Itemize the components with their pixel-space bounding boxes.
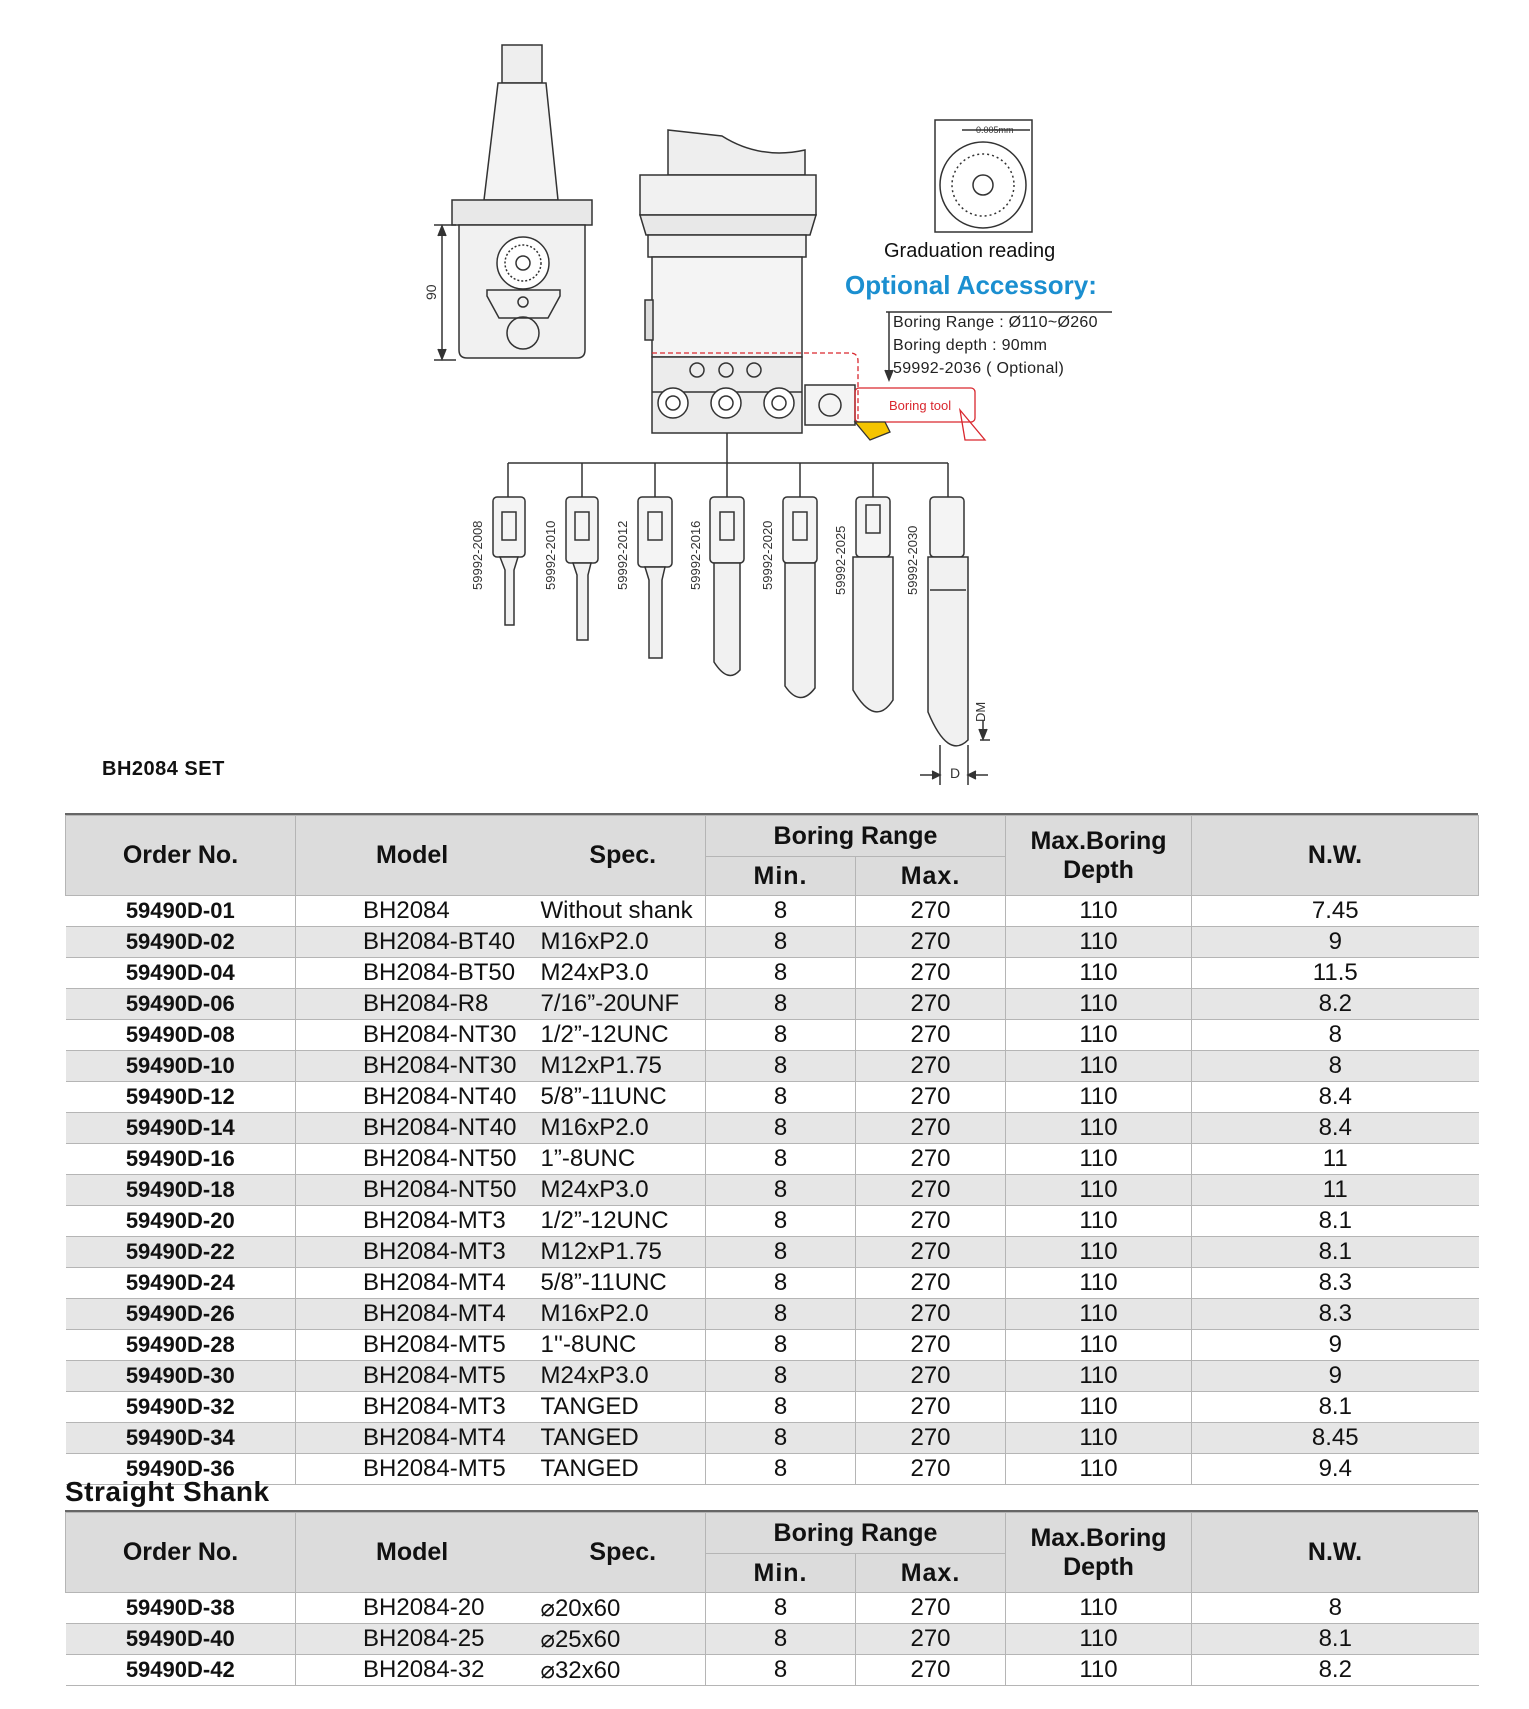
optional-accessory-label: Optional Accessory: xyxy=(845,270,1097,300)
max-cell: 270 xyxy=(856,1423,1006,1454)
header-max-boring-depth: Max.Boring Depth xyxy=(1006,816,1192,896)
spec-cell: 1”-8UNC xyxy=(541,1144,706,1175)
spec-cell: TANGED xyxy=(541,1392,706,1423)
nw-cell: 11 xyxy=(1192,1175,1479,1206)
order-no-cell: 59490D-10 xyxy=(66,1051,296,1082)
bar-label-2030: 59992-2030 xyxy=(905,525,920,595)
min-cell: 8 xyxy=(706,1454,856,1485)
bar-label-2010: 59992-2010 xyxy=(543,520,558,590)
spec-table-main xyxy=(65,815,1479,1485)
side-view-shank xyxy=(452,45,592,358)
model-cell: BH2084-NT30 xyxy=(296,1051,541,1082)
model-cell: BH2084-MT4 xyxy=(296,1268,541,1299)
depth-cell: 110 xyxy=(1006,1144,1192,1175)
model-cell: BH2084-BT50 xyxy=(296,958,541,989)
nw-cell: 8 xyxy=(1192,1593,1479,1624)
header-model: Model xyxy=(296,1513,541,1593)
model-cell: BH2084-MT4 xyxy=(296,1299,541,1330)
bar-connector-lines xyxy=(508,433,948,497)
table-row xyxy=(66,1392,1479,1423)
spec-cell: M16xP2.0 xyxy=(541,1299,706,1330)
table-row xyxy=(66,1268,1479,1299)
max-cell: 270 xyxy=(856,896,1006,927)
min-cell: 8 xyxy=(706,958,856,989)
spec-cell: M12xP1.75 xyxy=(541,1051,706,1082)
depth-cell: 110 xyxy=(1006,1361,1192,1392)
d-label: D xyxy=(950,765,961,781)
header-boring-range: Boring Range xyxy=(706,816,1006,857)
min-cell: 8 xyxy=(706,989,856,1020)
min-cell: 8 xyxy=(706,1237,856,1268)
boring-bar-2030 xyxy=(928,497,968,746)
order-no-cell: 59490D-36 xyxy=(66,1454,296,1485)
min-cell: 8 xyxy=(706,1144,856,1175)
min-cell: 8 xyxy=(706,896,856,927)
table-row xyxy=(66,1330,1479,1361)
max-cell: 270 xyxy=(856,1454,1006,1485)
depth-cell: 110 xyxy=(1006,1082,1192,1113)
header-boring-range: Boring Range xyxy=(706,1513,1006,1554)
max-cell: 270 xyxy=(856,989,1006,1020)
nw-cell: 11 xyxy=(1192,1144,1479,1175)
depth-cell: 110 xyxy=(1006,1268,1192,1299)
model-cell: BH2084-MT3 xyxy=(296,1237,541,1268)
model-cell: BH2084-NT50 xyxy=(296,1175,541,1206)
nw-cell: 8.3 xyxy=(1192,1268,1479,1299)
min-cell: 8 xyxy=(706,1020,856,1051)
min-cell: 8 xyxy=(706,1299,856,1330)
dial-scale-label: 0.005mm xyxy=(976,125,1014,135)
nw-cell: 9.4 xyxy=(1192,1454,1479,1485)
max-cell: 270 xyxy=(856,1051,1006,1082)
bar-label-2025: 59992-2025 xyxy=(833,525,848,595)
spec-cell: 1/2”-12UNC xyxy=(541,1206,706,1237)
nw-cell: 9 xyxy=(1192,1330,1479,1361)
model-cell: BH2084-NT50 xyxy=(296,1144,541,1175)
header-spec: Spec. xyxy=(541,816,706,896)
order-no-cell: 59490D-28 xyxy=(66,1330,296,1361)
table-row xyxy=(66,1655,1479,1686)
boring-bar-2010 xyxy=(566,497,598,640)
boring-bar-2020 xyxy=(783,497,817,698)
max-cell: 270 xyxy=(856,1361,1006,1392)
order-no-cell: 59490D-24 xyxy=(66,1268,296,1299)
boring-bar-2008 xyxy=(493,497,525,625)
set-title: BH2084 SET xyxy=(102,758,225,780)
graduation-reading-label: Graduation reading xyxy=(884,240,1056,262)
min-cell: 8 xyxy=(706,1268,856,1299)
table-row xyxy=(66,1423,1479,1454)
min-cell: 8 xyxy=(706,1624,856,1655)
table-row xyxy=(66,896,1479,927)
spec-cell: TANGED xyxy=(541,1423,706,1454)
model-cell: BH2084-MT3 xyxy=(296,1392,541,1423)
model-cell: BH2084-R8 xyxy=(296,989,541,1020)
order-no-cell: 59490D-16 xyxy=(66,1144,296,1175)
min-cell: 8 xyxy=(706,1593,856,1624)
spec-cell: ⌀20x60 xyxy=(541,1593,706,1624)
order-no-cell: 59490D-26 xyxy=(66,1299,296,1330)
model-cell: BH2084-MT5 xyxy=(296,1454,541,1485)
table-row xyxy=(66,1237,1479,1268)
table-row xyxy=(66,1361,1479,1392)
max-cell: 270 xyxy=(856,958,1006,989)
nw-cell: 8.4 xyxy=(1192,1082,1479,1113)
table-row xyxy=(66,1624,1479,1655)
table-row xyxy=(66,1593,1479,1624)
nw-cell: 9 xyxy=(1192,1361,1479,1392)
spec-cell: ⌀25x60 xyxy=(541,1624,706,1655)
nw-cell: 8.1 xyxy=(1192,1624,1479,1655)
max-cell: 270 xyxy=(856,1237,1006,1268)
depth-cell: 110 xyxy=(1006,1624,1192,1655)
depth-cell: 110 xyxy=(1006,1423,1192,1454)
technical-drawing xyxy=(0,0,1529,800)
header-max: Max. xyxy=(856,857,1006,896)
order-no-cell: 59490D-20 xyxy=(66,1206,296,1237)
model-cell: BH2084-25 xyxy=(296,1624,541,1655)
max-cell: 270 xyxy=(856,1655,1006,1686)
depth-cell: 110 xyxy=(1006,1206,1192,1237)
max-cell: 270 xyxy=(856,1392,1006,1423)
table-row xyxy=(66,989,1479,1020)
spec-cell: M24xP3.0 xyxy=(541,1175,706,1206)
nw-cell: 8 xyxy=(1192,1051,1479,1082)
min-cell: 8 xyxy=(706,1113,856,1144)
header-nw: N.W. xyxy=(1192,1513,1479,1593)
table-row xyxy=(66,1020,1479,1051)
min-cell: 8 xyxy=(706,1175,856,1206)
accessory-boring-depth: Boring depth : 90mm xyxy=(893,337,1048,354)
nw-cell: 8.1 xyxy=(1192,1237,1479,1268)
order-no-cell: 59490D-32 xyxy=(66,1392,296,1423)
accessory-order-no: 59992-2036 ( Optional) xyxy=(893,360,1065,377)
model-cell: BH2084-NT30 xyxy=(296,1020,541,1051)
depth-cell: 110 xyxy=(1006,1299,1192,1330)
order-no-cell: 59490D-18 xyxy=(66,1175,296,1206)
order-no-cell: 59490D-02 xyxy=(66,927,296,958)
spec-cell: 7/16”-20UNF xyxy=(541,989,706,1020)
spec-cell: M12xP1.75 xyxy=(541,1237,706,1268)
table-row xyxy=(66,1175,1479,1206)
max-cell: 270 xyxy=(856,1144,1006,1175)
table-row xyxy=(66,958,1479,989)
table-row xyxy=(66,1113,1479,1144)
max-cell: 270 xyxy=(856,1268,1006,1299)
nw-cell: 11.5 xyxy=(1192,958,1479,989)
nw-cell: 8.1 xyxy=(1192,1206,1479,1237)
nw-cell: 8.1 xyxy=(1192,1392,1479,1423)
dm-label: DM xyxy=(973,701,988,722)
nw-cell: 8.4 xyxy=(1192,1113,1479,1144)
spec-cell: M16xP2.0 xyxy=(541,1113,706,1144)
header-nw: N.W. xyxy=(1192,816,1479,896)
order-no-cell: 59490D-30 xyxy=(66,1361,296,1392)
depth-cell: 110 xyxy=(1006,1051,1192,1082)
depth-cell: 110 xyxy=(1006,927,1192,958)
nw-cell: 9 xyxy=(1192,927,1479,958)
min-cell: 8 xyxy=(706,1361,856,1392)
nw-cell: 7.45 xyxy=(1192,896,1479,927)
bar-label-2016: 59992-2016 xyxy=(688,520,703,590)
order-no-cell: 59490D-04 xyxy=(66,958,296,989)
spec-cell: M24xP3.0 xyxy=(541,1361,706,1392)
table-row xyxy=(66,927,1479,958)
boring-head-diagram xyxy=(0,0,1529,800)
spec-table-straight-shank-body xyxy=(66,1593,1479,1686)
table-row xyxy=(66,1051,1479,1082)
accessory-boring-range: Boring Range : Ø110~Ø260 xyxy=(893,314,1098,331)
nw-cell: 8.3 xyxy=(1192,1299,1479,1330)
straight-shank-title: Straight Shank xyxy=(65,1476,270,1507)
order-no-cell: 59490D-22 xyxy=(66,1237,296,1268)
max-cell: 270 xyxy=(856,1113,1006,1144)
nw-cell: 8.2 xyxy=(1192,1655,1479,1686)
dimension-90-label: 90 xyxy=(423,284,439,300)
min-cell: 8 xyxy=(706,1206,856,1237)
depth-cell: 110 xyxy=(1006,1237,1192,1268)
min-cell: 8 xyxy=(706,1082,856,1113)
order-no-cell: 59490D-12 xyxy=(66,1082,296,1113)
spec-cell: M24xP3.0 xyxy=(541,958,706,989)
header-order-no: Order No. xyxy=(66,816,296,896)
spec-cell: TANGED xyxy=(541,1454,706,1485)
table-row xyxy=(66,1144,1479,1175)
bar-label-2008: 59992-2008 xyxy=(470,520,485,590)
depth-cell: 110 xyxy=(1006,1593,1192,1624)
model-cell: BH2084-NT40 xyxy=(296,1082,541,1113)
depth-cell: 110 xyxy=(1006,1020,1192,1051)
min-cell: 8 xyxy=(706,1051,856,1082)
front-view-head xyxy=(640,130,855,433)
depth-cell: 110 xyxy=(1006,896,1192,927)
max-cell: 270 xyxy=(856,1624,1006,1655)
nw-cell: 8 xyxy=(1192,1020,1479,1051)
order-no-cell: 59490D-14 xyxy=(66,1113,296,1144)
max-cell: 270 xyxy=(856,1175,1006,1206)
order-no-cell: 59490D-08 xyxy=(66,1020,296,1051)
depth-cell: 110 xyxy=(1006,1392,1192,1423)
nw-cell: 8.2 xyxy=(1192,989,1479,1020)
header-spec: Spec. xyxy=(541,1513,706,1593)
min-cell: 8 xyxy=(706,1655,856,1686)
depth-cell: 110 xyxy=(1006,1175,1192,1206)
boring-bars xyxy=(493,497,968,746)
max-cell: 270 xyxy=(856,1330,1006,1361)
boring-tool-label: Boring tool xyxy=(889,398,952,413)
spec-cell: M16xP2.0 xyxy=(541,927,706,958)
max-cell: 270 xyxy=(856,927,1006,958)
table-row xyxy=(66,1299,1479,1330)
min-cell: 8 xyxy=(706,1330,856,1361)
model-cell: BH2084-BT40 xyxy=(296,927,541,958)
order-no-cell: 59490D-40 xyxy=(66,1624,296,1655)
header-model: Model xyxy=(296,816,541,896)
order-no-cell: 59490D-34 xyxy=(66,1423,296,1454)
max-cell: 270 xyxy=(856,1020,1006,1051)
spec-cell: 1/2”-12UNC xyxy=(541,1020,706,1051)
model-cell: BH2084 xyxy=(296,896,541,927)
table-row xyxy=(66,1454,1479,1485)
bar-label-2012: 59992-2012 xyxy=(615,520,630,590)
header-max-boring-depth: Max.Boring Depth xyxy=(1006,1513,1192,1593)
max-cell: 270 xyxy=(856,1082,1006,1113)
order-no-cell: 59490D-06 xyxy=(66,989,296,1020)
header-min: Min. xyxy=(706,1554,856,1593)
model-cell: BH2084-MT5 xyxy=(296,1330,541,1361)
bar-label-2020: 59992-2020 xyxy=(760,520,775,590)
order-no-cell: 59490D-01 xyxy=(66,896,296,927)
table-row xyxy=(66,1082,1479,1113)
min-cell: 8 xyxy=(706,1423,856,1454)
min-cell: 8 xyxy=(706,927,856,958)
model-cell: BH2084-MT4 xyxy=(296,1423,541,1454)
spec-cell: 1''-8UNC xyxy=(541,1330,706,1361)
depth-cell: 110 xyxy=(1006,989,1192,1020)
boring-bar-2016 xyxy=(710,497,744,675)
depth-cell: 110 xyxy=(1006,958,1192,989)
model-cell: BH2084-32 xyxy=(296,1655,541,1686)
boring-bar-2025 xyxy=(853,497,893,712)
nw-cell: 8.45 xyxy=(1192,1423,1479,1454)
spec-cell: ⌀32x60 xyxy=(541,1655,706,1686)
model-cell: BH2084-MT5 xyxy=(296,1361,541,1392)
max-cell: 270 xyxy=(856,1593,1006,1624)
spec-table-main-body xyxy=(66,896,1479,1485)
header-max: Max. xyxy=(856,1554,1006,1593)
header-min: Min. xyxy=(706,857,856,896)
min-cell: 8 xyxy=(706,1392,856,1423)
depth-cell: 110 xyxy=(1006,1655,1192,1686)
graduation-dial-diagram xyxy=(935,120,1032,232)
spec-cell: Without shank xyxy=(541,896,706,927)
model-cell: BH2084-NT40 xyxy=(296,1113,541,1144)
model-cell: BH2084-MT3 xyxy=(296,1206,541,1237)
max-cell: 270 xyxy=(856,1299,1006,1330)
depth-cell: 110 xyxy=(1006,1454,1192,1485)
spec-cell: 5/8”-11UNC xyxy=(541,1268,706,1299)
table-row xyxy=(66,1206,1479,1237)
spec-table-straight-shank xyxy=(65,1512,1479,1686)
order-no-cell: 59490D-42 xyxy=(66,1655,296,1686)
header-order-no: Order No. xyxy=(66,1513,296,1593)
spec-cell: 5/8”-11UNC xyxy=(541,1082,706,1113)
order-no-cell: 59490D-38 xyxy=(66,1593,296,1624)
model-cell: BH2084-20 xyxy=(296,1593,541,1624)
boring-bar-2012 xyxy=(638,497,672,658)
depth-cell: 110 xyxy=(1006,1113,1192,1144)
depth-cell: 110 xyxy=(1006,1330,1192,1361)
max-cell: 270 xyxy=(856,1206,1006,1237)
